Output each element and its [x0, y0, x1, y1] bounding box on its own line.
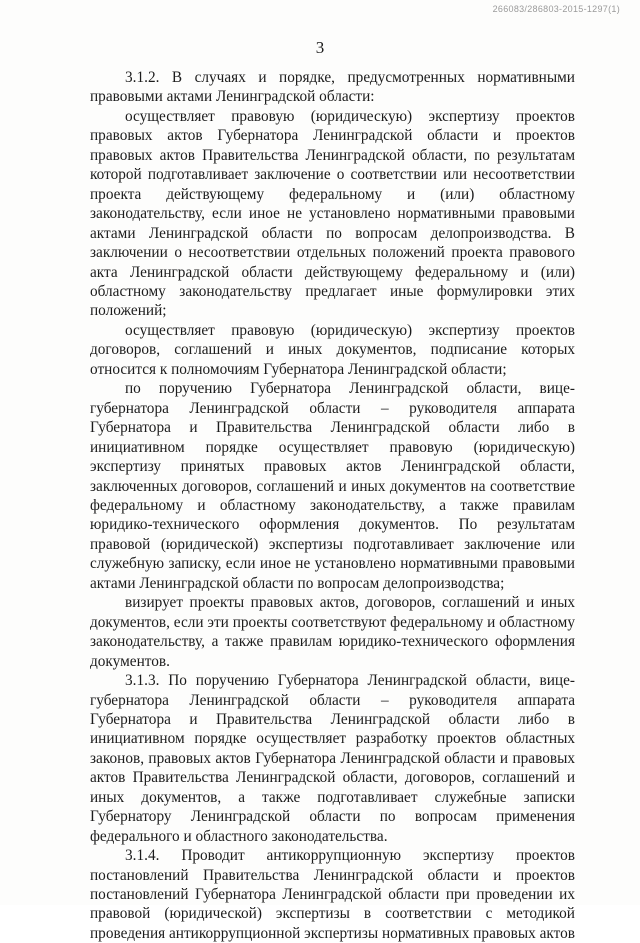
paragraph-legal-review-drafts: осуществляет правовую (юридическую) экспертизу проектов правовых актов Губернатора Ленинградской области и проектов правовых актов Правительства Ленинградской области, по результатам которой подготавливает заключение о соответствии или несоответствии проекта действующему федеральному и (или) областному законодательству, если иное не установлено нормативными правовыми актами Ленинградской области по вопросам делопроизводства. В заключении о несоответствии отдельных положений проекта правового акта Ленинградской области действующему федеральному и (или) областному законодательству предлагает иные формулировки этих положений;	[90, 107, 575, 320]
paragraph-3-1-4: 3.1.4. Проводит антикоррупционную экспертизу проектов постановлений Правительства Ленинградской области и проектов постановлений Губернатора Ленинградской области при проведении их правовой (юридической) экспертизы в соответствии с методикой проведения антикоррупционной экспертизы нормативных правовых актов	[90, 847, 575, 942]
paragraph-3-1-3: 3.1.3. По поручению Губернатора Ленинградской области, вице-губернатора Ленинградской области – руководителя аппарата Губернатора и Правительства Ленинградской области либо в инициативном порядке осуществляет разработку проектов областных законов, правовых актов Губернатора Ленинградской области и правовых актов Правительства Ленинградской области, договоров, соглашений и иных документов, а также подготавливает служебные записки Губернатору Ленинградской области по вопросам применения федерального и областного законодательства.	[90, 672, 575, 845]
page-number: 3	[315, 38, 325, 57]
paragraph-review-adopted-acts: по поручению Губернатора Ленинградской области, вице-губернатора Ленинградской области – руководителя аппарата Губернатора и Правительства Ленинградской области либо в инициативном порядке осуществляет правовую (юридическую) экспертизу принятых правовых актов Ленинградской области, заключенных договоров, соглашений и иных документов на соответствие федеральному и областному законодательству, а также правилам юридико-технического оформления документов. По результатам правовой (юридической) экспертизы подготавливает заключение или служебную записку, если иное не установлено нормативными правовыми актами Ленинградской области по вопросам делопроизводства;	[90, 380, 575, 592]
document-registration-code: 266083/286803-2015-1297(1)	[492, 4, 620, 14]
document-body	[90, 68, 575, 943]
paragraph-legal-review-agreements: осуществляет правовую (юридическую) экспертизу проектов договоров, соглашений и иных документов, подписание которых относится к полномочиям Губернатора Ленинградской области;	[90, 321, 575, 378]
paragraph-endorsement: визирует проекты правовых актов, договоров, соглашений и иных документов, если эти проекты соответствуют федеральному и областному законодательству, а также правилам юридико-технического оформления документов.	[90, 594, 575, 670]
paragraph-3-1-2: 3.1.2. В случаях и порядке, предусмотренных нормативными правовыми актами Ленинградской области:	[90, 69, 575, 106]
